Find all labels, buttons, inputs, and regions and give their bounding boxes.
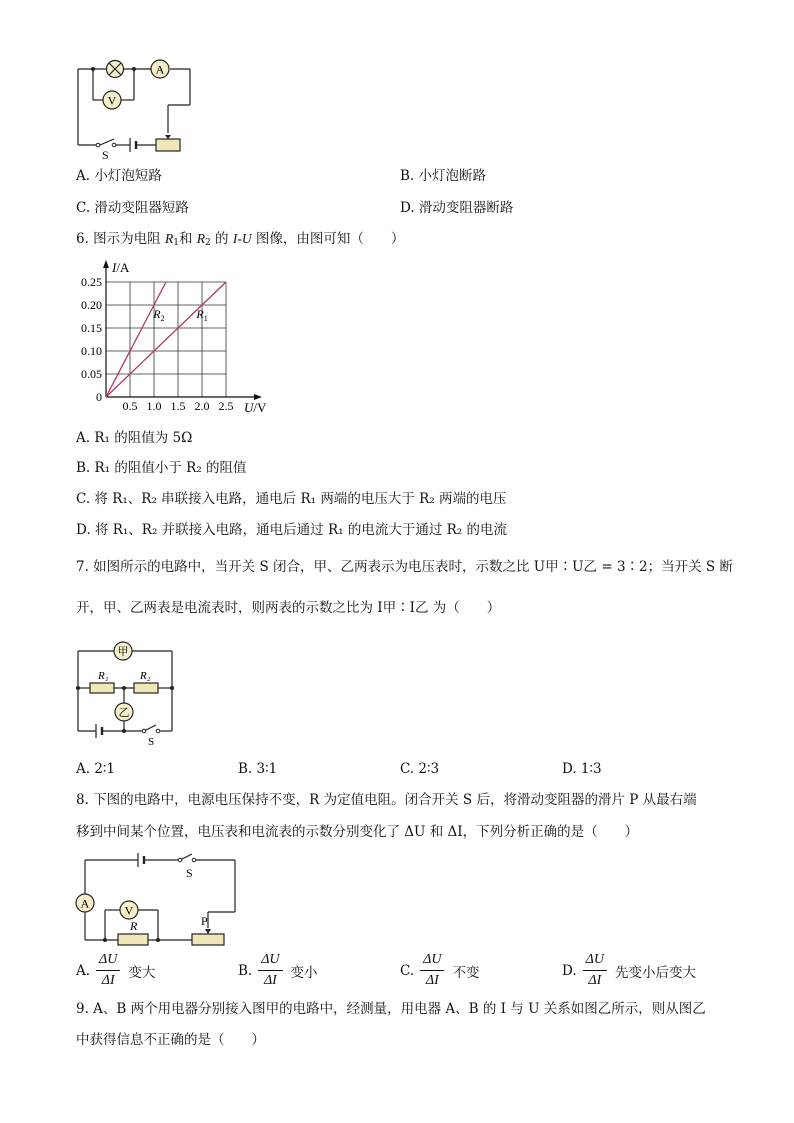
q6-option-d[interactable]: D. 将 R₁、R₂ 并联接入电路，通电后通过 R₁ 的电流大于通过 R₂ 的电流 [76, 522, 507, 538]
y-tick-label: 0.25 [81, 275, 102, 289]
q9-stem-line2: 中获得信息不正确的是（ ） [76, 1032, 265, 1048]
q8-switch-label: S [186, 866, 193, 880]
q7-battery-icon [96, 724, 102, 738]
q5-switch-contact [96, 143, 116, 147]
x-tick-label: 0.5 [122, 399, 138, 413]
q7-stem-line1: 7. 如图所示的电路中，当开关 S 闭合，甲、乙两表示为电压表时，示数之比 U甲∶U乙 = 3∶2；当开关 S 断 [76, 559, 733, 575]
q8-option-d[interactable]: D. $\frac{\Delta U}{\Delta I}$ 先变小后变大 [562, 952, 696, 988]
x-tick-label: 1.0 [146, 399, 162, 413]
x-tick-label: 2.5 [218, 399, 234, 413]
q7-r1-label: R₁ [98, 670, 109, 682]
q6-option-b[interactable]: B. R₁ 的阻值小于 R₂ 的阻值 [76, 460, 247, 476]
q7-option-b[interactable]: B. 3∶1 [238, 761, 278, 777]
q7-meter-jia [114, 642, 132, 660]
x-tick-label: 1.5 [170, 399, 186, 413]
q5-circuit-diagram [60, 55, 230, 165]
svg-text:乙: 乙 [118, 707, 130, 719]
q8-voltmeter [120, 901, 138, 919]
q8-option-c[interactable]: C. $\frac{\Delta U}{\Delta I}$ 不变 [400, 952, 480, 988]
series-line-r2 [106, 282, 166, 397]
q6-stem: 6. 图示为电阻 $R_1$和 $R_2$ 的 I-U 图像，由图可知（ ） [76, 231, 405, 248]
q5-slider-arrow-icon [165, 135, 171, 139]
series-label-r2: $R_2$ [153, 307, 165, 324]
q8-option-a[interactable]: A. $\frac{\Delta U}{\Delta I}$ 变大 [76, 952, 156, 988]
y-tick-label: 0.15 [81, 321, 102, 335]
x-tick-label: 2.0 [194, 399, 210, 413]
q8-slider-label: P [201, 914, 208, 928]
q6-option-a[interactable]: A. R₁ 的阻值为 5Ω [76, 430, 193, 446]
q5-switch-label: S [102, 148, 109, 162]
q5-battery-icon [130, 138, 136, 152]
q9-stem-line1: 9. A、B 两个用电器分别接入图甲的电路中，经测量，用电器 A、B 的 I 与 U 关系如图乙所示，则从图乙 [76, 1001, 706, 1017]
series-line-r1 [106, 282, 226, 397]
series-label-r1: $R_1$ [196, 307, 208, 324]
svg-text:A: A [80, 896, 90, 911]
y-tick-label: 0.05 [81, 367, 102, 381]
y-tick-label: 0.10 [81, 344, 102, 358]
q5-lamp-icon [107, 61, 124, 78]
q8-option-b[interactable]: B. $\frac{\Delta U}{\Delta I}$ 变小 [238, 952, 318, 988]
q8-ammeter [76, 894, 94, 912]
q5-voltmeter [103, 91, 121, 109]
q5-option-b[interactable]: B. 小灯泡断路 [400, 168, 487, 184]
q7-stem-line2: 开，甲、乙两表是电流表时，则两表的示数之比为 I甲∶I乙 为（ ） [76, 600, 501, 616]
svg-text:V: V [124, 903, 134, 918]
q8-circuit-diagram [70, 850, 245, 950]
q6-option-c[interactable]: C. 将 R₁、R₂ 串联接入电路，通电后 R₁ 两端的电压大于 R₂ 两端的电压 [76, 491, 507, 507]
q8-slider-arrow-icon [205, 929, 211, 934]
q7-switch-label: S [148, 736, 155, 748]
q8-stem-line2: 移到中间某个位置，电压表和电流表的示数分别变化了 ΔU 和 ΔI，下列分析正确的是（ ） [76, 824, 639, 840]
q5-ammeter [151, 60, 169, 78]
q7-option-d[interactable]: D. 1∶3 [562, 761, 602, 777]
q5-option-c[interactable]: C. 滑动变阻器短路 [76, 200, 189, 216]
y-tick-label: 0.20 [81, 298, 102, 312]
q8-resistor-label: R [130, 919, 138, 933]
origin-label: 0 [96, 390, 102, 404]
y-axis-arrow-icon [103, 260, 109, 268]
x-axis-label: U/V [244, 400, 267, 415]
q5-option-d[interactable]: D. 滑动变阻器断路 [400, 200, 514, 216]
q7-circuit-diagram [70, 635, 190, 750]
q7-r2-label: R₂ [140, 670, 151, 682]
q7-option-c[interactable]: C. 2∶3 [400, 761, 440, 777]
q5-voltmeter-label: V [107, 93, 117, 108]
svg-text:甲: 甲 [117, 646, 129, 658]
q5-ammeter-label: A [155, 62, 165, 77]
q7-option-a[interactable]: A. 2∶1 [76, 761, 116, 777]
y-axis-label: I/A [112, 260, 130, 275]
q6-iu-chart [70, 255, 270, 415]
q5-option-a[interactable]: A. 小灯泡短路 [76, 168, 162, 184]
q8-stem-line1: 8. 下图的电路中，电源电压保持不变，R 为定值电阻。闭合开关 S 后，将滑动变阻器的滑片 P 从最右端 [76, 792, 697, 808]
q8-battery-icon [138, 853, 144, 867]
q7-meter-yi [115, 703, 133, 721]
